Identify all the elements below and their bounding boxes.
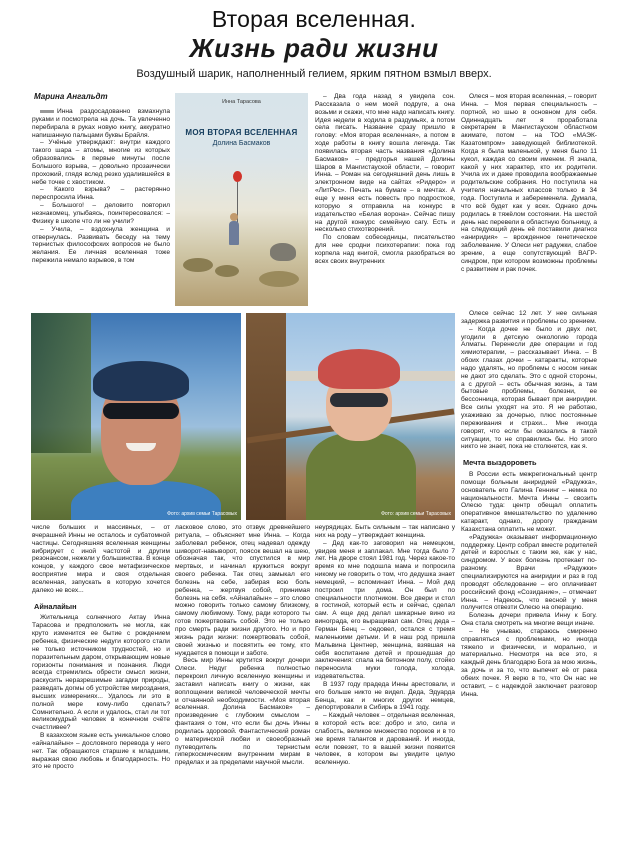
- hat-shape: [318, 349, 400, 389]
- glasses-icon: [330, 393, 388, 407]
- section-heading: Мечта выздороветь: [463, 458, 537, 468]
- hat-shape: [93, 361, 189, 401]
- subtitle: Воздушный шарик, наполненный гелием, ярким пятном взмыл вверх.: [136, 68, 492, 80]
- shrub-shape: [215, 265, 239, 277]
- smile-shape: [126, 443, 156, 451]
- paragraph: В казахском языке есть уникальное слово «айналайын» – дословного перевода у него нет. Так обращаются старшие к младшим, выражая свою любовь и благодарность. Но это не просто: [32, 732, 170, 771]
- paragraph: Олеся – моя вторая вселенная, – говорит Инна. – Моя первая специальность – портной, но шью в основном для себя. Одиннадцать лет я проработала секретарем в Мангистауском областном акимате, потом – на ТОО «МАЭК-Казатомпром» заведующей библиотекой. Когда я была маленькой, у меня было 11 кукол, каждая со своим именем. Я знала, какой у них характер, кто их родители. Учила их и даже проводила воображаемые родительские собрания. Но поступила на учителя начальных классов только в 34 года. Поступила и забеременела. Думала, что всё будет как у всех. Однако дочь родилась в тяжёлом состоянии. На шестой день нас перевели в областную больницу, а на следующий день её поставили диагноз «аниридия» – врожденное генетическое заболевание. У Олеси нет радужки, слабое зрение, а еще сопутствующий ВАГР-синдром, при котором возможны проблемы с развитием и рак почек.: [461, 93, 597, 273]
- foliage-shape: [31, 313, 91, 453]
- paragraph: – Два года назад я увидела сон. Рассказала о нем моей подруге, а она возьми и скажи, что мне надо написать книгу. Идея недели в ходила в раздумьях, а потом села писать. Название сразу пришло в голову: «Моя вторая вселенная», а потом в ходе работы в книгу вошла легенда. Так появилась вторая часть названия «Долина Басмаков» – предгорья нашей Долины Шаров в Мангистауской области, – говорит Инна. – Роман на сегодняшний день лишь в электронном виде на сайтах «Ридеро» и «ЛитРес». Печать на бумаге – в мечтах. А еще у меня есть повесть про подростков, которую я отправила на конкурс в издательство «Белая ворона». Сейчас пишу на другой конкурс семейную сагу. Есть и несколько стихотворений.: [315, 93, 455, 234]
- paragraph: Олесе сейчас 12 лет. У нее сильная задержка развития и проблемы со зрением.: [461, 310, 597, 325]
- column-1-top: [32, 108, 170, 313]
- shrub-shape: [183, 258, 213, 272]
- book-cover-image: [175, 93, 308, 306]
- paragraph: Инна раздосадованно взмахнула руками и посмотрела на дочь. Та увлеченно перебирала в руках новую книгу, аккуратно напишанную пальцами буквы Брайля.: [32, 108, 170, 139]
- photo-woman: [31, 313, 241, 520]
- paragraph: В 1937 году прадеда Инны арестовали, и его больше никто не видел. Деда, Эдуарда Бенца, как и многих других немцев, депортировали в Сибирь в 1941 году.: [315, 680, 455, 712]
- photo-caption: Фото: архив семьи Тарасовых: [167, 511, 237, 517]
- jacket-shape: [306, 433, 416, 520]
- paragraph: – Учёные утверждают: внутри каждого такого шара – атомы, многие из которых образовались в первые минуты после Большого взрыва, – довольно прозаически прохожий, глядя вслед резко удалившейся в небе точке с хвостиком.: [32, 139, 170, 186]
- girl-figure-head: [230, 213, 238, 221]
- paragraph: – Дед как-то заговорил на немецком, увидев меня и заплакал. Мне тогда было 7 лет. На дворе стоял 1981 год. Через какое-то время ко мне подошла мама и попросила никому не говорить о том, что дедушка знает немецкий, – вспоминает Инна. – Мой дед построил три дома. Он был по специальности плотником. Все двери и стол в гостиной, который есть и сейчас, сделал сам. А еще дед делал шикарные вино из винограда, его выращивал сам. Отец деда – Герман Бенц – оедовел, остался с тремя маленькими детьми. И в наш род пришла Мальвина Центнер, женщина, взявшая на себя воспитание детей и прошедшая до заключения: спала на бетонном полу, стойко переносила муки голода, холода, издевательства.: [315, 539, 455, 681]
- author-byline: Марина Ангальдт: [34, 92, 108, 101]
- paragraph: Весь мир Инны крутится вокруг дочери Олеси. Недуг ребенка полностью перекроил личную вселенную женщины и заставил написать книгу о жизни, как воплощении великой человеческой мечты и отчаянной необходимости. «Моя вторая вселенная. Долина Басмаков» – произведение с глубоким смыслом – фантазия о том, что если бы дочь Инны родилась здоровой. Фантастический роман о материнской любви и своеобразный путеводитель по тернистым гиперкосмическим внутренним мирам в пределах и за пределами научной мысли.: [175, 657, 310, 767]
- stone-sphere-shape: [270, 243, 296, 261]
- section-heading: Айналайын: [34, 601, 77, 611]
- paragraph: «Радужка» оказывает информационную поддержку. Центр собрал вместе родителей детей и взрослых с таким же, как у нас, синдромом. У всех болезнь протекает по-разному. Врачи «Радужки» специализируются на аниридии и раз в год проводят обследование – его оплачивает российский фонд «Созидание», – отмечает Инна. – Надеюсь, что весной у меня получится отвезти Олесю на операцию.: [461, 533, 597, 612]
- paragraph: числе больших и массивных, – от вчерашней Инны не осталось и субатомной частицы. Сегодняшняя вселенная женщины вибрирует с иной частотой и другим резонансом, нежели у большинства. В конце концов, у каждого свое метафизическое восприятие мира и своя отдельная вселенная, запускать в которую хочется далеко не всех...: [32, 524, 170, 594]
- paragraph: По словам собеседницы, писательство для нее сродни психотерапии: пока год корпела над книгой, смогла разобраться во всех своих внутренних: [315, 234, 455, 265]
- paragraph: В России есть межрегиональный центр помощи больным аниридией «Радужка», основатель его Галина Геннинг – немка по национальности. Мечта Инны – свозить Олесю туда: центр обещал оплатить оперативное вмешательство по удалению катаракт, однако, дорогу гражданам Казахстана оплатить не может.: [461, 471, 597, 533]
- column-1-bottom: [32, 524, 170, 840]
- headline-line1: Вторая вселенная.: [211, 6, 417, 32]
- red-balloon-icon: [233, 171, 242, 182]
- paragraph: Болезнь дочери привела Инну к Богу. Она стала смотреть на многие вещи иначе.: [461, 612, 597, 628]
- column-2-bottom: [175, 524, 310, 840]
- photo-girl: [246, 313, 455, 520]
- paragraph: – Не унываю, стараюсь смиренно справляться с проблемами, но иногда тяжело и физически, и морально, и материально. Несмотря на все это, я каждый день благодарю Бога за мою жизнь, за дочь и за то, что выпечет её от рака обеих почек. Я верю в то, что Он нас не оставит, – с надеждой заключает разговор Инна.: [461, 627, 597, 698]
- paragraph: – Учила, – вздохнула женщина и отвернулась. Развивать беседу на тему тернистых философских вопросов не было желания. Ее личная вселенная тоже пережила немало взрывов, в том: [32, 225, 170, 265]
- column-3-bottom: [315, 524, 455, 840]
- paragraph: – Большого! – деловито повторил незнакомец, улыбаясь, поинтересовался: – Физику в школе что ли не учили?: [32, 202, 170, 225]
- paragraph: неурядицах. Быть сильным – так написано у них на роду – утверждает женщина.: [315, 524, 455, 539]
- book-cover-title: МОЯ ВТОРАЯ ВСЕЛЕННАЯ: [185, 128, 298, 137]
- shrub-shape: [259, 271, 299, 287]
- column-4-bottom: [461, 310, 597, 840]
- girl-figure-body: [229, 221, 239, 245]
- photo-caption: Фото: архив семьи Тарасовых: [381, 511, 451, 517]
- paragraph: ласковое слово, это отзвук древнейшего ритуала, – объясняет мне Инна. – Когда заболевал ребенок, отец надевал одежду шиворот-навыворот, поясок вешал на шею, обозначая так, что спустился в мир мертвых, и начинал кружиться вокруг своего ребенка. Так отец замыкал его болезнь на себе, забирая всю боль ребенка, – жертвуя собой, принимая болезнь на себя. «Айналайын» – это слово можно говорить только самому близкому, самому любимому. Тому, ради которого ты готов пожертвовать собой. Это не только про смерть ради жизни другого. Но и про жизнь ради жизни: пожертвовать собой, своей жизнью и посвятить ее тому, кто нуждается в помощи и заботе.: [175, 524, 310, 657]
- book-cover-author: Инна Тарасова: [222, 99, 261, 105]
- paragraph: – Каждый человек – отдельная вселенная, в которой есть все: добро и зло, сила и слабость, великое множество пороков и в то же время талантов и дарований. И иногда, если повезет, то в вашей жизни появится человек, в котором вы увидите целую вселенную.: [315, 712, 455, 767]
- book-cover-subtitle: Долина Басмаков: [212, 140, 271, 147]
- column-4-top: [461, 93, 597, 309]
- column-3-top: [315, 93, 455, 309]
- paragraph: Жительница солнечного Актау Инна Тарасова и предположить не могла, как круто изменится ее бытие с рождением ребенка, физические недуги которого стали не только источником трудностей, но и поразительным даром, открывающим новые горизонты понимания и познания. Люди всегда стремились обрести смысл жизни, раскусить неразрешимые загадки природы, разведать догмы об устройстве мироздания, высших измерениях... Удалось ли это в полной мере кому-либо сделать? Сомнительно. А если и удалось, стал ли тот великомудрый человек в конечном счёте счастливее?: [32, 614, 170, 732]
- paragraph: – Когда дочке не было и двух лет, угодили в детскую онкологию города Алматы. Перенесли две операции и год химиотерапии, – рассказывает Инна. – В обоих глазах дочки – катаракты, которые надо удалять, но проблемы с носом никак не дают это сделать. Это с одной стороны, а с другой – есть обычная жизнь, а там бытовые проблемы, болезни, ее бессонница, которая бывает при аниридии. Все силы уходят на это. Я не работаю, ухаживаю за дочерью, плюс постоянные переживания и страхи... Мне иногда говорят, что если бы оказались в такой ситуации, то не справились бы. Но этого никто не знает, пока не столкнется, как я.: [461, 325, 597, 451]
- sunglasses-icon: [103, 403, 179, 419]
- headline-line2: Жизнь ради жизни: [189, 33, 439, 63]
- railing-post-shape: [246, 313, 286, 520]
- paragraph: – Какого взрыва? – растерянно переспросила Инна.: [32, 186, 170, 202]
